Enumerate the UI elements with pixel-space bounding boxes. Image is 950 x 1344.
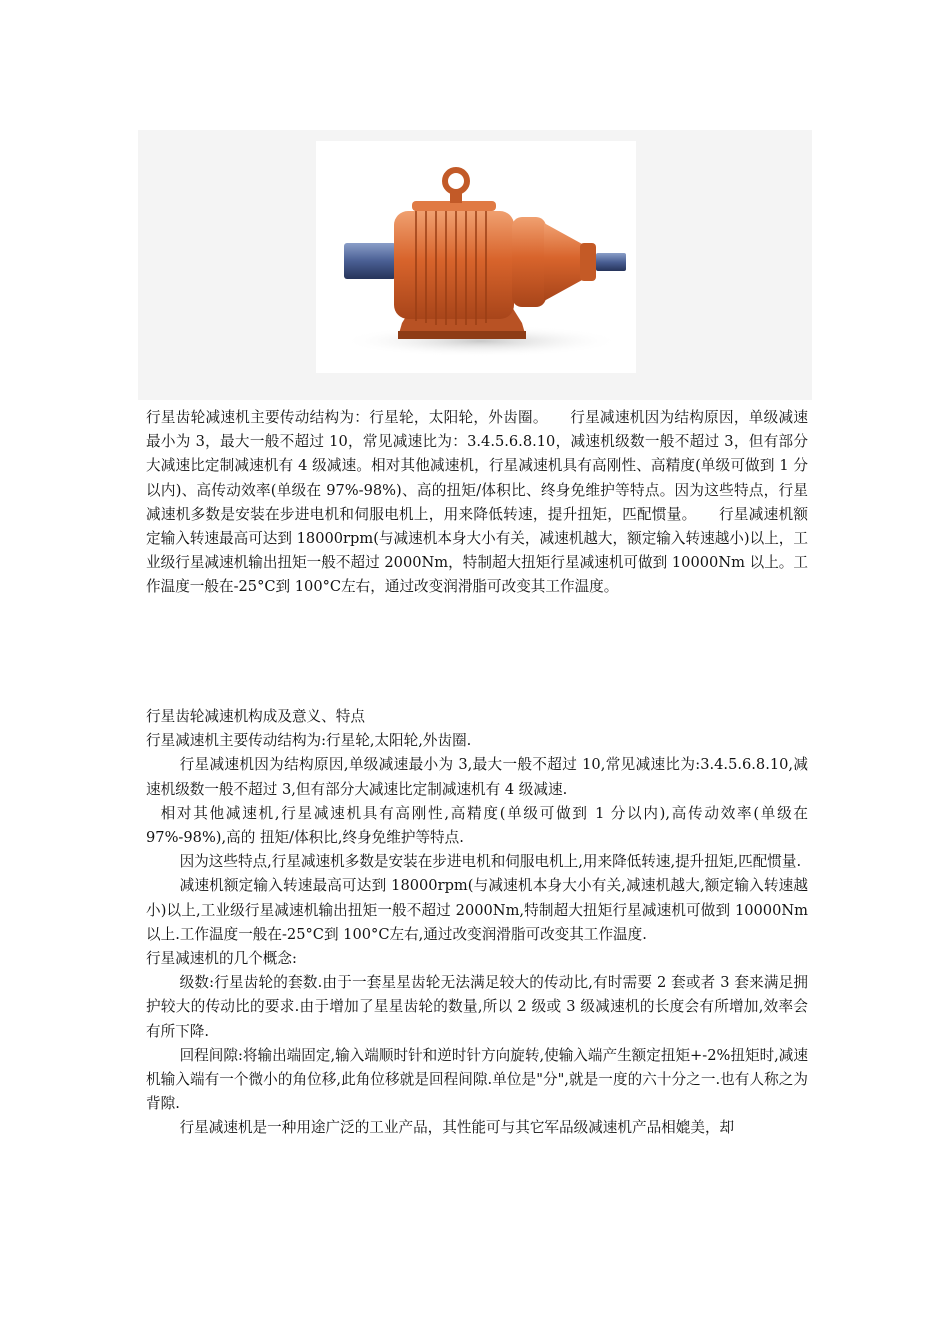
- features-paragraph: 相对其他减速机,行星减速机具有高刚性,高精度(单级可做到 1 分以内),高传动效率(单级在 97%-98%),高的 扭矩/体积比,终身免维护等特点.: [146, 804, 808, 847]
- speed-paragraph: 减速机额定输入转速最高可达到 18000rpm(与减速机本身大小有关,减速机越大,额定输入转速越小)以上,工业级行星减速机输出扭矩一般不超过 2000Nm,特制超大扭矩行星减速机可做到 10000Nm 以上.工作温度一般在-25°C到 100°C左右,通过改变润滑脂可改变其工作温度.: [146, 877, 808, 943]
- intro-paragraph-block: [146, 406, 808, 600]
- stages-paragraph: 级数:行星齿轮的套数.由于一套星星齿轮无法满足较大的传动比,有时需要 2 套或者 3 套来满足拥护较大的传动比的要求.由于增加了星星齿轮的数量,所以 2 级或 3 级减速机的长度会有所增加,效率会有所下降.: [146, 974, 808, 1040]
- detail-section: [146, 705, 808, 1141]
- product-photo: [316, 141, 636, 373]
- closing-paragraph: 行星减速机是一种用途广泛的工业产品，其性能可与其它军品级减速机产品相媲美，却: [179, 1119, 735, 1137]
- concepts-heading: 行星减速机的几个概念:: [146, 950, 297, 968]
- structure-paragraph: 行星减速机主要传动结构为:行星轮,太阳轮,外齿圈.: [146, 732, 472, 750]
- reduction-paragraph: 行星减速机因为结构原因,单级减速最小为 3,最大一般不超过 10,常见减速比为:3.4.5.6.8.10,减速机级数一般不超过 3,但有部分大减速比定制减速机有 4 级减速.: [146, 756, 808, 798]
- section-heading: 行星齿轮减速机构成及意义、特点: [146, 708, 365, 725]
- intro-paragraph: 行星齿轮减速机主要传动结构为：行星轮，太阳轮，外齿圈。 行星减速机因为结构原因，单级减速最小为 3，最大一般不超过 10，常见减速比为：3.4.5.6.8.10，减速机级数一般不超过 3，但有部分大减速比定制减速机有 4 级减速。相对其他减速机，行星减速机具有高刚性、高精度(单级可做到 1 分以内)、高传动效率(单级在 97%-98%)、高的扭矩/体积比、终身免维护等特点。因为这些特点，行星减速机多数是安装在步进电机和伺服电机上，用来降低转速，提升扭矩，匹配惯量。 行星减速机额定输入转速最高可达到 18000rpm(与减速机本身大小有关，减速机越大，额定输入转速越小)以上，工业级行星减速机输出扭矩一般不超过 2000Nm，特制超大扭矩行星减速机可做到 10000Nm 以上。工作温度一般在-25°C到 100°C左右，通过改变润滑脂可改变其工作温度。: [146, 409, 808, 596]
- usage-paragraph: 因为这些特点,行星减速机多数是安装在步进电机和伺服电机上,用来降低转速,提升扭矩,匹配惯量.: [179, 853, 802, 871]
- product-image-band: [138, 130, 812, 400]
- gear-reducer-illustration: [316, 141, 636, 373]
- backlash-paragraph: 回程间隙:将输出端固定,输入端顺时针和逆时针方向旋转,使输入端产生额定扭矩+-2%扭矩时,减速机输入端有一个微小的角位移,此角位移就是回程间隙.单位是"分",就是一度的六十分之一.也有人称之为背隙.: [146, 1046, 808, 1113]
